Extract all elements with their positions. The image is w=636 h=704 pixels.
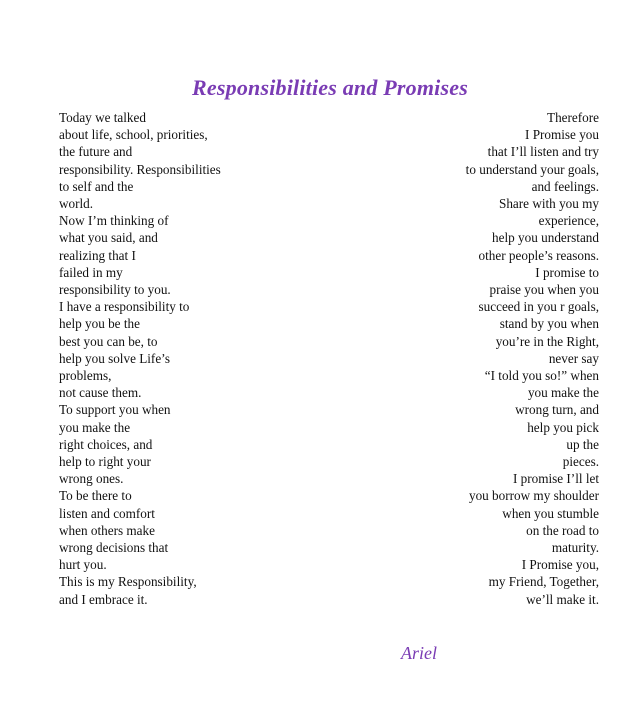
- poem-line: experience,: [538, 213, 599, 229]
- poem-line: you’re in the Right,: [495, 333, 599, 349]
- poem-line: and I embrace it.: [59, 591, 148, 607]
- poem-line: and feelings.: [531, 178, 599, 194]
- poem-line: realizing that I: [59, 247, 136, 263]
- poem-line: pieces.: [562, 454, 599, 470]
- poem-line: I promise to: [535, 264, 599, 280]
- poem-line: I promise I’ll let: [512, 471, 599, 487]
- poem-line: to self and the: [59, 178, 134, 194]
- poem-line: world.: [59, 196, 94, 212]
- poem-line: Today we talked: [59, 110, 146, 125]
- poem-line: help you solve Life’s: [59, 350, 170, 366]
- poem-line: help to right your: [59, 454, 151, 470]
- poem-line: “I told you so!” when: [484, 368, 599, 384]
- poem-line: failed in my: [59, 264, 123, 280]
- poem-line: on the road to: [526, 522, 599, 538]
- poem-line: responsibility. Responsibilities: [59, 161, 221, 177]
- poem-line: hurt you.: [59, 557, 107, 573]
- poem-line: problems,: [59, 368, 112, 384]
- poem-line: best you can be, to: [59, 333, 158, 349]
- poem-line: wrong ones.: [59, 471, 124, 487]
- poem-line: you make the: [59, 419, 131, 435]
- poem-line: To support you when: [59, 402, 171, 418]
- poem-line: what you said, and: [59, 230, 158, 246]
- poem-line: you make the: [527, 385, 599, 401]
- poem-line: we’ll make it.: [526, 591, 599, 607]
- poem-line: right choices, and: [59, 436, 153, 452]
- poem-line: help you be the: [59, 316, 140, 332]
- poem-line: not cause them.: [59, 385, 142, 401]
- poem-line: help you pick: [527, 419, 599, 435]
- poem-line: I Promise you,: [521, 557, 599, 573]
- poem-left-column: [59, 109, 221, 608]
- poem-line: when others make: [59, 522, 155, 538]
- poem-line: Now I’m thinking of: [59, 213, 169, 229]
- poem-line: This is my Responsibility,: [59, 574, 197, 590]
- poem-line: succeed in you r goals,: [478, 299, 599, 315]
- poem-line: up the: [566, 436, 599, 452]
- poem-line: responsibility to you.: [59, 282, 171, 298]
- poem-line: help you understand: [492, 230, 599, 246]
- poem-line: Share with you my: [499, 196, 599, 212]
- poem-line: about life, school, priorities,: [59, 127, 208, 143]
- poem-line: listen and comfort: [59, 505, 155, 521]
- poem-line: never say: [548, 350, 599, 366]
- poem-line: I Promise you: [525, 127, 599, 143]
- signature: Ariel: [401, 643, 437, 663]
- poem-line: other people’s reasons.: [478, 247, 599, 263]
- poem-line: maturity.: [551, 540, 599, 556]
- poem-line: when you stumble: [502, 505, 599, 521]
- poem-line: stand by you when: [499, 316, 599, 332]
- poem-line: praise you when you: [489, 282, 599, 298]
- poem-line: wrong decisions that: [59, 540, 169, 556]
- poem-line: To be there to: [59, 488, 132, 504]
- poem-right-column: [466, 109, 599, 608]
- poem-line: my Friend, Together,: [488, 574, 599, 590]
- poem-line: I have a responsibility to: [59, 299, 190, 315]
- poem-line: that I’ll listen and try: [487, 144, 599, 160]
- poem-title: Responsibilities and Promises: [192, 74, 468, 100]
- poem-line: wrong turn, and: [515, 402, 599, 418]
- poem-line: the future and: [59, 144, 133, 160]
- poem-line: Therefore: [547, 110, 599, 125]
- poem-line: to understand your goals,: [465, 161, 599, 177]
- poem-line: you borrow my shoulder: [468, 488, 599, 504]
